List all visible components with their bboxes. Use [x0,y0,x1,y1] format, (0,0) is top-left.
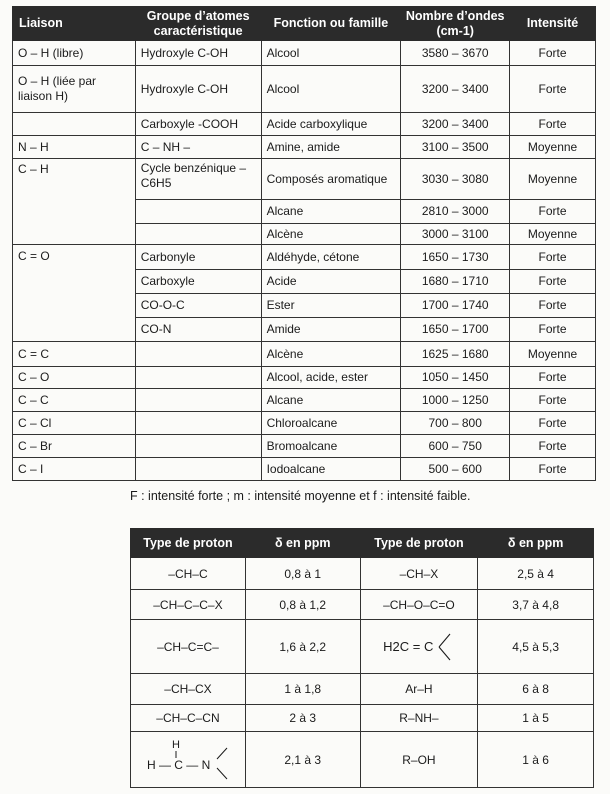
table-row [13,136,596,159]
nombre-cell: 1000 – 1250 [401,389,510,412]
groupe-cell: Hydroxyle C-OH [135,41,261,66]
nombre-cell: 3200 – 3400 [401,66,510,113]
nombre-cell: 1700 – 1740 [401,294,510,318]
fonction-cell: Alcool, acide, ester [261,367,401,389]
delta-cell: 3,7 à 4,8 [478,590,594,620]
liaison-cell: N – H [13,136,136,159]
vinyl-structure-cell [360,620,478,674]
delta-cell: 0,8 à 1,2 [245,590,360,620]
fonction-cell: Iodoalcane [261,458,401,481]
table-row [13,435,596,458]
intensite-cell: Forte [510,41,596,66]
groupe-cell: Carboxyle [135,270,261,294]
amine-formula: H — C — N [146,757,211,772]
nombre-cell: 1680 – 1710 [401,270,510,294]
liaison-cell: C – C [13,389,136,412]
liaison-cell: O – H (liée par liaison H) [13,66,136,113]
liaison-cell: O – H (libre) [13,41,136,66]
table-row [13,342,596,367]
groupe-cell: C – NH – [135,136,261,159]
header-intensite: Intensité [510,7,596,41]
table-row [131,558,594,590]
nombre-cell: 600 – 750 [401,435,510,458]
table-row [13,367,596,389]
intensite-cell: Moyenne [510,136,596,159]
fonction-cell: Acide carboxylique [261,113,401,136]
amine-bonds-diagram [147,739,229,781]
delta-cell: 0,8 à 1 [245,558,360,590]
intensite-cell: Forte [510,66,596,113]
groupe-cell: CO-N [135,318,261,342]
fonction-cell: Alcool [261,41,401,66]
header-groupe: Groupe d’atomes caractéristique [135,7,261,41]
proton-cell: –CH–C [131,558,246,590]
nombre-cell: 2810 – 3000 [401,200,510,224]
table-row [13,113,596,136]
groupe-cell [135,367,261,389]
proton-cell: –CH–O–C=O [360,590,478,620]
nmr-shift-table [130,528,594,788]
proton-cell: –CH–X [360,558,478,590]
amine-structure-diagram [147,739,229,781]
liaison-cell: C – Cl [13,412,136,435]
table-row [13,66,596,113]
header-liaison: Liaison [13,7,136,41]
fonction-cell: Amine, amide [261,136,401,159]
proton-cell: –CH–CX [131,674,246,705]
intensite-cell: Forte [510,435,596,458]
nombre-cell: 3100 – 3500 [401,136,510,159]
proton-cell: Ar–H [360,674,478,705]
intensite-cell: Forte [510,270,596,294]
double-bond-branches-diagram [437,627,455,667]
intensite-cell: Forte [510,294,596,318]
nombre-cell: 3030 – 3080 [401,159,510,200]
table-row [13,41,596,66]
fonction-cell: Alcène [261,224,401,245]
nombre-cell: 3000 – 3100 [401,224,510,245]
fonction-cell: Ester [261,294,401,318]
delta-cell: 2 à 3 [245,705,360,732]
nombre-cell: 3580 – 3670 [401,41,510,66]
table-row [131,674,594,705]
groupe-cell: Hydroxyle C-OH [135,66,261,113]
nombre-cell: 500 – 600 [401,458,510,481]
table-row [13,412,596,435]
groupe-cell [135,200,261,224]
fonction-cell: Alcane [261,389,401,412]
groupe-cell [135,224,261,245]
intensite-cell: Forte [510,245,596,270]
proton-cell: R–NH– [360,705,478,732]
fonction-cell: Bromoalcane [261,435,401,458]
nombre-cell: 1625 – 1680 [401,342,510,367]
fonction-cell: Alcène [261,342,401,367]
header-type-proton-2: Type de proton [360,529,478,558]
fonction-cell: Acide [261,270,401,294]
nombre-cell: 1050 – 1450 [401,367,510,389]
proton-cell: –CH–C=C– [131,620,246,674]
intensite-cell: Forte [510,458,596,481]
ir-header-row [13,7,596,41]
amine-structure-cell [131,732,246,788]
delta-cell: 2,5 à 4 [478,558,594,590]
table-row [131,590,594,620]
nombre-cell: 3200 – 3400 [401,113,510,136]
intensity-footnote: F : intensité forte ; m : intensité moyenne et f : intensité faible. [130,489,471,503]
delta-cell: 1,6 à 2,2 [245,620,360,674]
liaison-cell: C – H [13,159,136,245]
intensite-cell: Forte [510,200,596,224]
amine-h-label: H [171,738,180,751]
delta-cell: 4,5 à 5,3 [478,620,594,674]
proton-cell: –CH–C–CN [131,705,246,732]
intensite-cell: Forte [510,367,596,389]
delta-cell: 1 à 1,8 [245,674,360,705]
proton-cell: R–OH [360,732,478,788]
header-delta-1: δ en ppm [245,529,360,558]
table-row [131,620,594,674]
groupe-cell [135,389,261,412]
groupe-cell: Carboxyle -COOH [135,113,261,136]
table-row [13,389,596,412]
table-row [13,458,596,481]
header-delta-2: δ en ppm [478,529,594,558]
intensite-cell: Forte [510,389,596,412]
proton-cell: –CH–C–C–X [131,590,246,620]
table-row [131,705,594,732]
nmr-header-row [131,529,594,558]
groupe-cell [135,435,261,458]
nombre-cell: 1650 – 1700 [401,318,510,342]
table-row [131,732,594,788]
liaison-cell [13,113,136,136]
liaison-cell: C – I [13,458,136,481]
fonction-cell: Chloroalcane [261,412,401,435]
groupe-cell [135,458,261,481]
intensite-cell: Forte [510,318,596,342]
nombre-cell: 700 – 800 [401,412,510,435]
liaison-cell: C – Br [13,435,136,458]
delta-cell: 1 à 5 [478,705,594,732]
delta-cell: 6 à 8 [478,674,594,705]
ir-absorption-table [12,6,596,481]
groupe-cell [135,342,261,367]
intensite-cell: Forte [510,113,596,136]
table-row [13,159,596,200]
header-fonction: Fonction ou famille [261,7,401,41]
header-nombre-ondes: Nombre d’ondes (cm-1) [401,7,510,41]
groupe-cell [135,412,261,435]
fonction-cell: Aldéhyde, cétone [261,245,401,270]
liaison-cell: C = O [13,245,136,342]
groupe-cell: Carbonyle [135,245,261,270]
table-row [13,245,596,270]
vinyl-formula: H2C = C [383,639,434,654]
fonction-cell: Amide [261,318,401,342]
liaison-cell: C = C [13,342,136,367]
intensite-cell: Moyenne [510,342,596,367]
intensite-cell: Forte [510,412,596,435]
delta-cell: 1 à 6 [478,732,594,788]
groupe-cell: CO-O-C [135,294,261,318]
delta-cell: 2,1 à 3 [245,732,360,788]
intensite-cell: Moyenne [510,159,596,200]
fonction-cell: Alcool [261,66,401,113]
intensite-cell: Moyenne [510,224,596,245]
fonction-cell: Composés aromatique [261,159,401,200]
nombre-cell: 1650 – 1730 [401,245,510,270]
groupe-cell: Cycle benzénique – C6H5 [135,159,261,200]
liaison-cell: C – O [13,367,136,389]
header-type-proton-1: Type de proton [131,529,246,558]
fonction-cell: Alcane [261,200,401,224]
